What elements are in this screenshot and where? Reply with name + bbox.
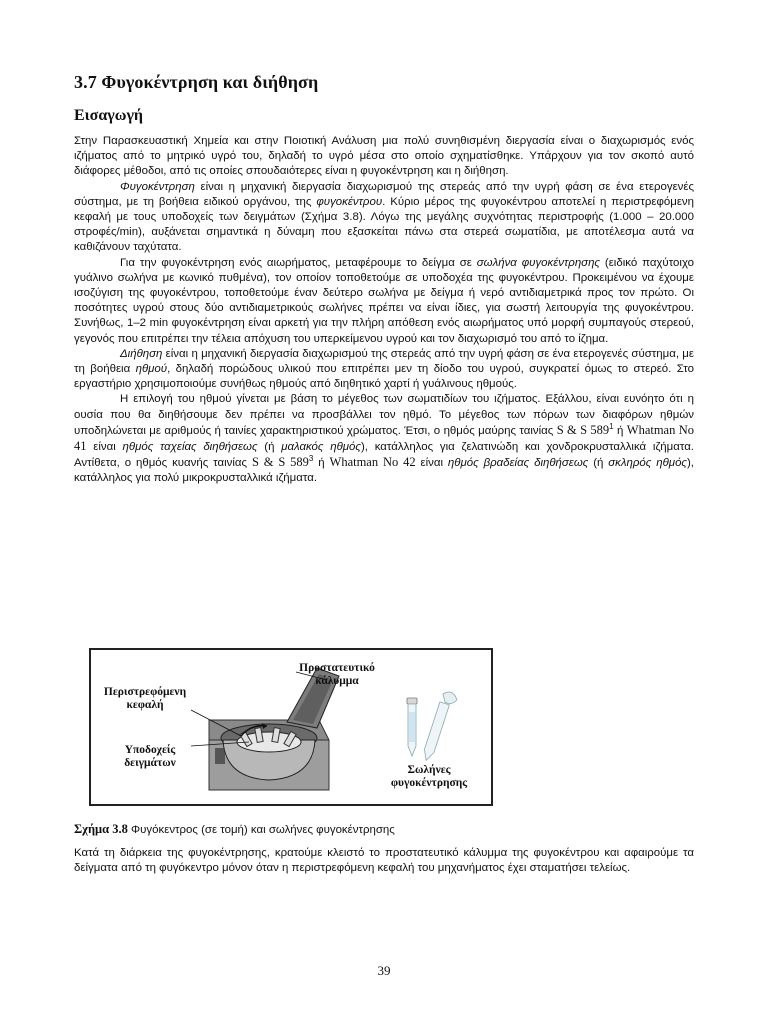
label-line: Υποδοχείς [124,744,176,756]
text-span: (ή [588,457,609,470]
text-span: Η επιλογή του ηθμού γίνεται με βάση το μέγεθος των σωματιδίων του ιζήματος. Εξάλλου, είναι ευνόητο ότι η ουσία που θα διηθήσουμε δεν πρέπει να προσβάλλει τον ηθμό. Το μέγεθος των πόρων των διαφόρων ηθμών υποδηλώνεται με αριθμούς ή ταινίες χαρακτηριστικού χρώματος. Έτσι, ο ηθμός μαύρης ταινίας [74,393,694,437]
section-title: Φυγοκέντρηση και διήθηση [101,72,319,92]
label-line: Σωλήνες [407,764,451,776]
closing-text: Κατά τη διάρκεια της φυγοκέντρησης, κρατούμε κλειστό το προστατευτικό κάλυμμα της φυγοκέντρου και αφαιρούμε τα δείγματα από τη φυγόκεντρο μόνον όταν η περιστρεφόμενη κεφαλή του μηχανήματος έχει σταματήσει τελείως. [74,847,694,875]
text-span: είναι η μηχανική διεργασία διαχωρισμού της στερεάς από την υγρή φάση σε ένα ετερογενές σύστημα, με τη βοήθεια [74,347,694,376]
paragraph-procedure [74,256,694,347]
paragraph-centrifugation [74,180,694,256]
label-sample-holders [105,744,195,770]
page-number: 39 [377,963,391,978]
main-text [74,134,694,487]
intro-text: Στην Παρασκευαστική Χημεία και στην Ποιοτική Ανάλυση μια πολύ συνηθισμένη διεργασία είναι ο διαχωρισμός ενός ιζήματος από το μητρικό υγρό του, δηλαδή το υγρό μέσα στο οποίο σχηματίσθηκε. Υπάρχουν για τον σκοπό αυτό διάφορες μέθοδοι, από τις οποίες σπουδαιότερες είναι η φυγοκέντρηση και η διήθηση. [74,135,694,178]
text-span: (ή [257,441,282,454]
term-hard-filter: σκληρός ηθμός [608,457,687,470]
paragraph-filtration [74,347,694,393]
tube-open-icon [421,692,457,762]
text-span: ή [313,457,330,470]
term-centrifuge: φυγοκέντρου [316,195,383,208]
term-filtration: Διήθηση [120,347,163,360]
closing-paragraph [74,846,694,876]
paragraph-intro [74,134,694,180]
text-span: ), κατάλληλος για ζελατινώδη και χονδροκρυσταλλικά ιζήματα. Αντίθετα, ο ηθμός κυανής ταινίας [74,441,694,470]
subheading: Εισαγωγή [74,107,144,124]
caption-label: Σχήμα 3.8 [74,822,128,836]
text-span: ή [613,424,627,437]
text-span: Για την φυγοκέντρηση ενός αιωρήματος, μεταφέρουμε το δείγμα σε [120,256,477,269]
term-centrifugation: Φυγοκέντρηση [120,180,195,193]
text-span: είναι [415,457,448,470]
paragraph-filter-choice [74,392,694,486]
footnote-mark: 1 [609,422,614,432]
label-line: φυγοκέντρησης [390,777,468,789]
term-centrifuge-tube: σωλήνα φυγοκέντρησης [476,256,600,269]
text-span: (ειδικό παχύτοιχο γυάλινο σωλήνα με κωνικό πυθμένα), τον οποίον τοποθετούμε σε υποδοχέα της φυγοκέντρου. Προκειμένου να έχουμε ισοζύγιση της φυγοκέντρου, τοποθετούμε έναν δεύτερο σωλήνα με δείγμα ή νερό αντιδιαμετρικά προς τον πρώτο. Οι ποσότητες υγρού στους δύο αντιδιαμετρικούς σωλήνες πρέπει να είναι ίδιες, για σωστή λειτουργία της φυγοκέντρου. Συνήθως, 1–2 min φυγοκέντρηση είναι αρκετή για την πλήρη απόθεση ενός αιωρήματος υπό μορφή συμπαγούς στερεού, γεγονός που επιτρέπει την τέλεια απόχυση του υπερκείμενου υγρού και τον διαχωρισμό του από το ίζημα. [74,256,695,345]
label-line: κεφαλή [126,699,164,711]
filter-code: S & S 589 [251,455,309,470]
label-line: δειγμάτων [124,757,176,769]
filter-code: S & S 589 [556,422,610,437]
text-span: , δηλαδή πορώδους υλικού που επιτρέπει μεν τη δίοδο του υγρού, συγκρατεί όμως το στερεό. Στο εργαστήριο χρησιμοποιούμε συνήθως ηθμούς από διηθητικό χαρτί ή γυάλινους ηθμούς. [74,363,694,391]
term-fast-filter: ηθμός ταχείας διηθήσεως [122,441,258,454]
term-slow-filter: ηθμός βραδείας διηθήσεως [447,457,589,470]
label-line: Προστατευτικό [299,662,375,674]
label-rotor [93,686,197,712]
filter-code: Whatman No 42 [329,455,416,470]
label-protective-cover [287,662,387,688]
caption-text: Φυγόκεντρος (σε τομή) και σωλήνες φυγοκέντρησης [127,824,395,836]
label-line: κάλυμμα [315,675,359,687]
tube-closed-icon [407,698,417,756]
control-panel [215,748,225,764]
text-span: είναι η μηχανική διεργασία διαχωρισμού της στερεάς από την υγρή φάση σε ένα ετερογενές σύστημα, με τη βοήθεια ειδικού οργάνου, της [74,180,694,208]
term-soft-filter: μαλακός ηθμός [281,441,361,454]
section-heading [74,72,694,93]
term-filter: ηθμού [135,363,168,376]
text-span: είναι [86,441,123,454]
text-span: ), κατάλληλος για πολύ μικροκρυσταλλικά ιζήματα. [74,457,694,485]
page-body [74,64,694,487]
label-line: Περιστρεφόμενη [103,686,187,698]
footnote-mark: 3 [308,454,314,464]
label-centrifuge-tubes [381,764,477,790]
filter-code: Whatman No 41 [74,422,694,454]
section-number: 3.7 [74,72,97,92]
figure-caption [74,822,694,837]
text-span: . Κύριο μέρος της φυγοκέντρου αποτελεί η περιστρεφόμενη κεφαλή με τους υποδοχείς των δειγμάτων (Σχήμα 3.8). Λόγω της μεγάλης συχνότητας περιστροφής (1.000 – 20.000 στροφές/min), αυξάνεται σημαντικά η δύναμη που εξασκείται πάνω στα στερεά σωματίδια, με αποτέλεσμα αυτά να καθιζάνουν ταχύτατα. [74,195,695,254]
figure-centrifuge [89,648,493,806]
